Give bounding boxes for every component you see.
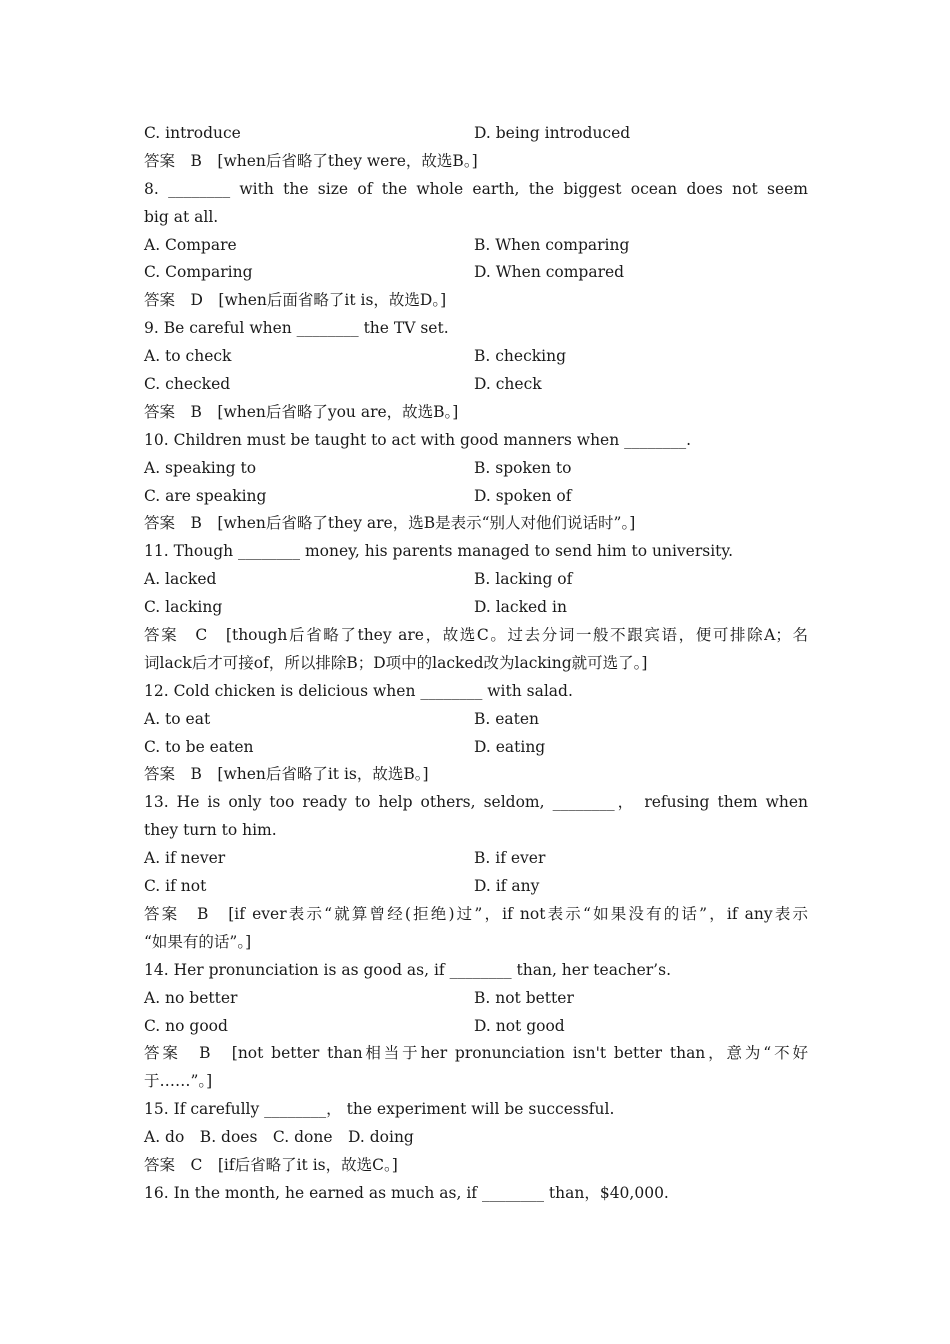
question-stem: 11. Though ________ money, his parents managed to send him to university. <box>144 542 733 561</box>
option-d: D. spoken of <box>474 486 572 505</box>
option-b: B. eaten <box>474 709 540 728</box>
option-row <box>144 873 808 901</box>
option-c: C. checked <box>144 375 231 394</box>
answer-explanation: 答案 B [if ever表示“就算曾经(拒绝)过”，if not表示“如果没有的话”，if any表示 <box>144 904 808 923</box>
question-stem: 12. Cold chicken is delicious when ________ with salad. <box>144 681 573 700</box>
option-row <box>144 120 808 148</box>
option-a: A. to eat <box>144 709 211 728</box>
option-b: B. checking <box>474 347 567 366</box>
answer-explanation: 答案 B [not better than相当于her pronunciation isn't better than，意为“不好 <box>144 1044 808 1063</box>
question-stem: 14. Her pronunciation is as good as, if ________ than, her teacher’s. <box>144 960 671 979</box>
option-c: C. to be eaten <box>144 737 254 756</box>
option-d: D. not good <box>474 1016 565 1035</box>
option-c: C. if not <box>144 877 207 896</box>
option-a: A. Compare <box>144 235 237 254</box>
question-stem: 16. In the month, he earned as much as, if ________ than，$40,000. <box>144 1183 669 1202</box>
option-row-inline: A. do B. does C. done D. doing <box>144 1128 414 1147</box>
answer-explanation: 答案 B [when后省略了it is，故选B。] <box>144 765 429 784</box>
option-row <box>144 845 808 873</box>
option-row <box>144 455 808 483</box>
answer-explanation-continued: “如果有的话”。] <box>144 932 252 951</box>
option-row <box>144 259 808 287</box>
answer-explanation: 答案 B [when后省略了they are，选B是表示“别人对他们说话时”。] <box>144 514 636 533</box>
option-b: B. lacking of <box>474 570 573 589</box>
option-c: C. no good <box>144 1016 228 1035</box>
option-row <box>144 594 808 622</box>
option-a: A. to check <box>144 347 232 366</box>
question-stem-continued: they turn to him. <box>144 821 277 840</box>
option-d: D. being introduced <box>474 124 631 142</box>
option-d: D. if any <box>474 877 540 896</box>
option-row <box>144 706 808 734</box>
answer-explanation: 答案 C [if后省略了it is，故选C。] <box>144 1155 398 1174</box>
option-a: A. if never <box>144 849 226 868</box>
option-a: A. lacked <box>144 570 217 589</box>
question-stem: 10. Children must be taught to act with good manners when ________. <box>144 430 692 449</box>
option-b: B. if ever <box>474 849 546 868</box>
option-c: C. introduce <box>144 124 241 142</box>
answer-explanation: 答案 C [though后省略了they are，故选C。过去分词一般不跟宾语，便可排除A；名 <box>144 626 808 645</box>
option-row <box>144 566 808 594</box>
question-stem: 9. Be careful when ________ the TV set. <box>144 319 449 338</box>
question-stem: 8. ________ with the size of the whole earth, the biggest ocean does not seem <box>144 179 808 198</box>
answer-explanation: 答案 B [when后省略了you are，故选B。] <box>144 402 459 421</box>
answer-explanation: 答案 B [when后省略了they were，故选B。] <box>144 151 478 170</box>
answer-explanation-continued: 于……”。] <box>144 1072 213 1091</box>
question-list <box>144 120 808 1208</box>
option-a: A. no better <box>144 988 238 1007</box>
option-a: A. speaking to <box>144 458 257 477</box>
option-row <box>144 734 808 762</box>
option-c: C. are speaking <box>144 486 267 505</box>
option-d: D. lacked in <box>474 598 567 617</box>
option-row <box>144 483 808 511</box>
option-row <box>144 985 808 1013</box>
option-row <box>144 343 808 371</box>
option-b: B. spoken to <box>474 458 572 477</box>
option-d: D. eating <box>474 737 546 756</box>
option-c: C. lacking <box>144 598 223 617</box>
option-row <box>144 232 808 260</box>
option-row <box>144 1013 808 1041</box>
question-stem: 13. He is only too ready to help others, seldom, ________， refusing them when <box>144 793 808 812</box>
answer-explanation-continued: 词lack后才可接of，所以排除B；D项中的lacked改为lacking就可选了。] <box>144 653 648 672</box>
question-stem-continued: big at all. <box>144 207 219 226</box>
option-b: B. not better <box>474 988 574 1007</box>
option-row <box>144 371 808 399</box>
option-d: D. check <box>474 375 542 394</box>
option-d: D. When compared <box>474 263 625 282</box>
answer-explanation: 答案 D [when后面省略了it is，故选D。] <box>144 291 447 310</box>
question-stem: 15. If carefully ________， the experiment will be successful. <box>144 1100 615 1119</box>
option-c: C. Comparing <box>144 263 253 282</box>
option-b: B. When comparing <box>474 235 630 254</box>
